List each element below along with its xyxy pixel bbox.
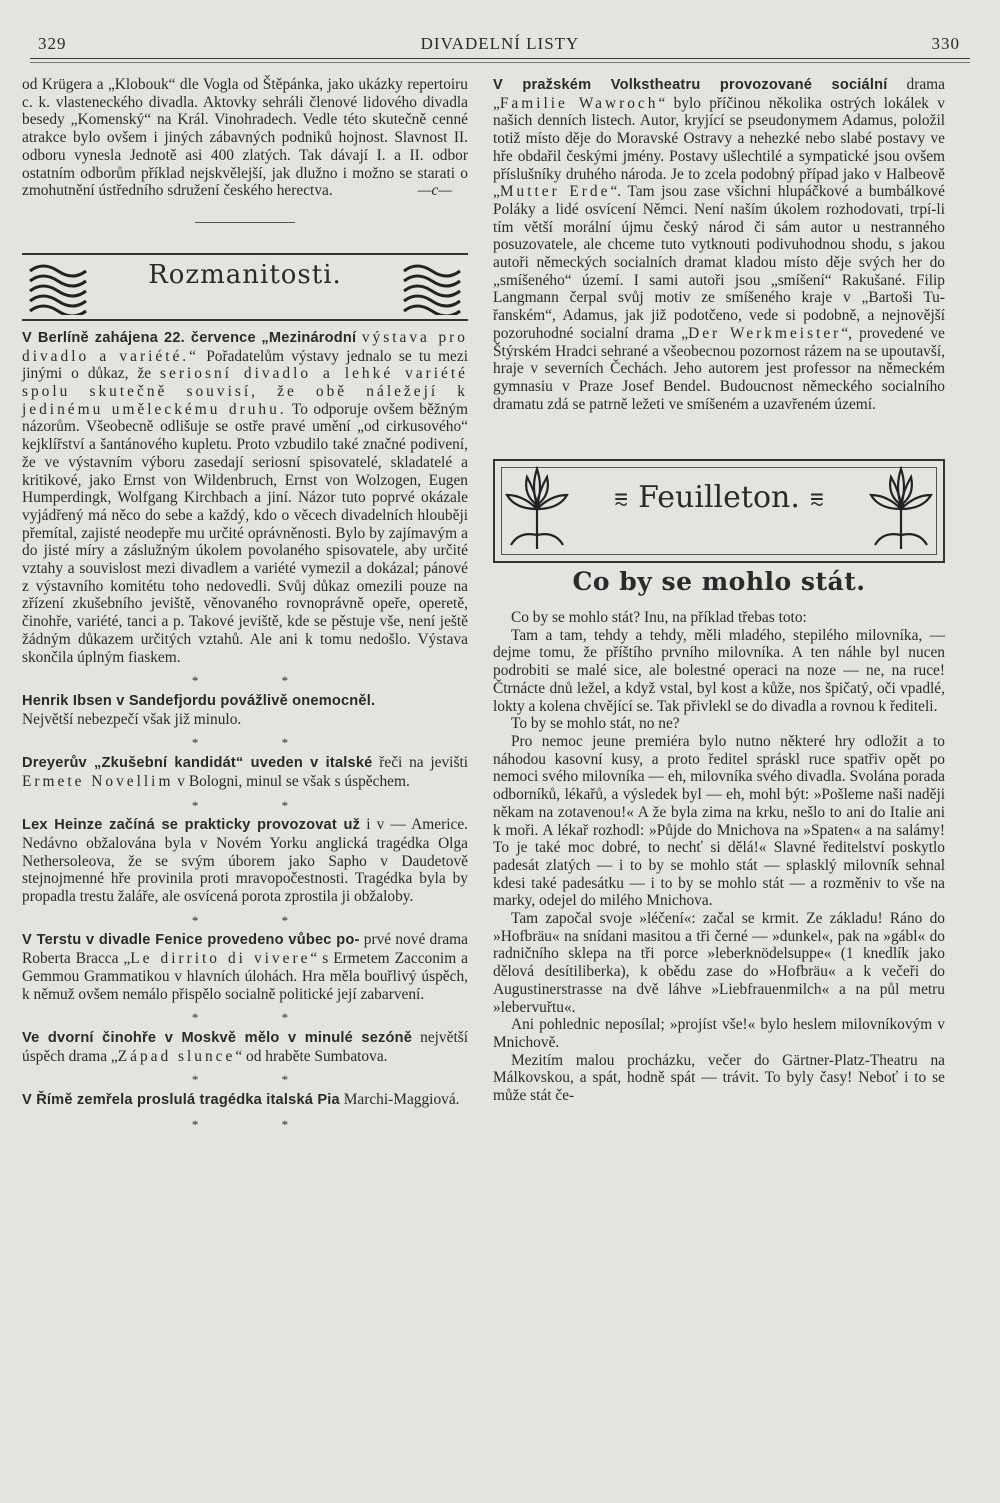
header-rule	[30, 58, 970, 59]
star-separator: * *	[191, 1072, 329, 1088]
feuilleton-header	[493, 459, 945, 563]
news-text: největší úspěch drama „	[22, 1028, 468, 1065]
section-header-rozmanitosti	[22, 239, 468, 323]
spaced-text: výstava pro divadlo a variété.“	[22, 328, 468, 365]
tilde-ornament: ⩳	[809, 485, 824, 514]
article-text: od Krügera a „Klobouk“ dle Vogla od Štěpánka, jako ukázky repertoiru c. k. vlasteneckého divadla. Aktovky sehráli členové lidového divadla besedy „Komenský“ na Král. Vinohradech. Vedle této skutečně cenné atrakce bylo ovšem i jiných zábavných podniků hojnost. Slavnost II. odboru vynesla Jednotě asi 400 zlatých. Tak dávají I. a II. odbor ostatním odborům příklad nejskvělejší, jak dlužno i možno se starati o zmohutnění ústředního sdružení českého herectva.	[22, 76, 468, 200]
news-text: Největší nebezpečí však již minulo.	[22, 710, 242, 728]
short-divider	[195, 222, 295, 223]
news-text: prvé nové drama Roberta Bracca „	[22, 931, 468, 968]
star-separator: * *	[191, 673, 329, 689]
story-paragraph: Co by se mohlo stát? Inu, na příklad třebas toto:	[511, 609, 807, 627]
news-text: “, provedené ve Štýrském Hradci sehrané a všeobecnou pozornost rázem na se upoutavší, hraje v severních Čechách. Jeho autorem jest professor na německém gymnasiu v Praze Josef Bendel. Budoucnost německého socialního dramatu zdá se patrně ležeti ve smíšeném a uzavřeném území.	[493, 324, 945, 413]
story-paragraph: Ani pohlednic neposílal; »projíst vše!« bylo heslem milovníkovým v Mnichově.	[493, 1016, 945, 1051]
spaced-text: Západ slunce	[117, 1047, 236, 1065]
story-paragraph: Mezitím malou procházku, večer do Gärtner-Platz-Theatru na Málkovskou, a spát, hodně spát — trávit. To byly časy! Neboť i to se může stát če-	[493, 1051, 945, 1105]
wave-ornament-icon	[402, 259, 462, 315]
spaced-text: Familie Wawroch	[499, 94, 659, 112]
news-text: Pořadatelům výstavy jednalo se tu mezi jinými o důkaz, že	[22, 347, 468, 383]
section-rule-bottom	[22, 319, 468, 321]
news-text: drama „	[493, 76, 945, 112]
section-rule-top	[22, 253, 468, 255]
news-lead: V pražském Volkstheatru provozované sociální	[493, 77, 888, 93]
news-text: “ od hraběte Sumbatova.	[235, 1047, 388, 1065]
news-lead: Henrik Ibsen v Sandefjordu povážlivě onemocněl.	[22, 692, 376, 709]
news-lead: Lex Heinze začíná se prakticky provozovat už	[22, 817, 361, 834]
news-text: Marchi-Maggiová.	[343, 1091, 460, 1109]
left-column	[22, 76, 468, 1135]
spaced-text: seriosní divadlo a lehké variété spolu skutečně souvisí, že obě náležejí k jedinému uměleckému druhu.	[22, 365, 468, 418]
news-rim	[22, 1091, 468, 1110]
news-text: “ s Ermetem Zacconim a Gemmou Grammatikou v hlavních úlohách. Hra měla bouřlivý úspěch, k němuž ovšem nemálo přispělo socialně politické její zabarvení.	[22, 950, 469, 1003]
news-lead: V Berlíně zahájena 22. července	[22, 329, 256, 346]
journal-title: DIVADELNÍ LISTY	[420, 34, 580, 53]
star-separator: * *	[191, 1116, 329, 1132]
spaced-text: Le dirrito di vivere	[130, 950, 311, 968]
page-number-right: 330	[931, 34, 960, 53]
spaced-text: Der Werkmeister	[688, 324, 842, 342]
spaced-text: Mutter Erde	[499, 183, 611, 201]
spaced-text: Ermete Novellim	[22, 772, 174, 790]
news-lead: „Mezinárodní	[261, 329, 357, 346]
news-terst	[22, 931, 468, 1003]
news-ibsen	[22, 692, 468, 728]
header-rule-secondary	[30, 62, 970, 63]
news-text: “ bylo příčinou několika ostrých lokálek v našich denních listech. Autor, kryjící se pseudonymem Adamus, položil totiž místo děje do Moravské Ostravy a nehezké nebo slabé postavy ve hře obdařil českými jmény. Postavy ušlechtilé a sympatické jsou ovšem příslušníky druhého národa. Je to zcela podobný případ jako v Halbeově „	[493, 94, 945, 201]
spacer	[493, 413, 945, 459]
story-paragraph: Tam a tam, tehdy a tehdy, měli mladého, stepilého milovníka, — dejme tomu, že příštího prvního milovníka. A ten náhle byl nucen podrobiti se malé sice, ale bolestné operaci na noze — ne, na ruce! Čtrnácte dnů ležel, a když vstal, byl kost a kůže, nos špičatý, oči vpadlé, lokty a kolena chvějící se. Tak přivlekl se do divadla a rovnou k řediteli.	[493, 626, 945, 715]
story-title: Co by se mohlo stát.	[572, 567, 866, 597]
running-head	[30, 30, 970, 58]
news-text: “. Tam jsou zase všichni hlupáčkové a bumbálkové Poláky a lidé osvícení Němci. Není naším úkolem rozhodovati, trpí-li tím větší morální újmu český národ či sám autor u nestranného posuzovatele, ale chceme tuto vytknouti podivuhodnou shodu, s jakou autoři německých socialních dramat kladou místo děje svých her do „smíšeného“ území. I sami autoři jsou „smíšení“ Rakušané. Filip Langmann čerpal svůj motiv ze smíšeného kraje v „Bartoši Tu-řanském“, Adamus, jak již podotčeno, vede si podobně, a nejnovější pozoruhodné socialní drama „	[493, 183, 945, 342]
feuilleton-title-text: Feuilleton.	[638, 480, 800, 516]
article-jednota	[22, 76, 468, 200]
story-paragraph: To by se mohlo stát, no ne?	[511, 715, 680, 733]
lily-ornament-icon	[865, 465, 937, 551]
right-column	[493, 76, 945, 1105]
news-lead: V Terstu v divadle Fenice provedeno vůbec po-	[22, 932, 360, 949]
star-separator: * *	[191, 912, 329, 928]
news-berlin	[22, 329, 468, 666]
section-title: Rozmanitosti.	[148, 259, 342, 290]
news-text: i v — Americe. Nedávno obžalována byla v Novém Yorku anglická tragédka Olga Nethersoleova, že se svým úborem jako Sapho v Daudetově stejnojmenné hře provinila proti mravopočestnosti. Tragédka byla by propadla trestu žaláře, ale osvícená porota zprostila ji obžaloby.	[22, 816, 468, 906]
news-lead: Dreyerův „Zkušební kandidát“ uveden v italské	[22, 755, 373, 772]
story-paragraph: Tam započal svoje »léčení«: začal se krmit. Ze základu! Ráno do »Hofbräu« na snídani masitou a tři černé — »dunkel«, pak na »gábl« do radničního sklepa na tři porce »leberknödelsuppe« (1 knedlík jako dělová desítiliberka), k obědu zase do »Hofbräu« a k večeři do Augustinerstrasse na dvě láhve »Liebfrauenmilch« a na půl metru »lebervuřtu«.	[493, 910, 945, 1016]
star-separator: * *	[191, 1010, 329, 1026]
news-text: v Bologni, minul se však s úspěchem.	[173, 772, 410, 790]
signature: —c—	[417, 182, 452, 200]
news-lead: V Římě zemřela proslulá tragédka italská Pia	[22, 1092, 340, 1109]
news-moskva	[22, 1029, 468, 1065]
star-separator: * *	[191, 735, 329, 751]
news-volkstheater	[493, 76, 945, 413]
news-lead: Ve dvorní činohře v Moskvě mělo v minulé sezóně	[22, 1029, 413, 1046]
star-separator: * *	[191, 797, 329, 813]
story-paragraph: Pro nemoc jeune premiéra bylo nutno některé hry odložit a to náhodou kasovní kusy, a proto ředitel spráskl ruce spatřiv opět po nemoci svého milovníka — eh, milovníka svého divadla. Svolána porada odborníků, lékařů, a výsledek byl — eh, mohl být: »Pošleme naši naději někam na zotavenou!« A že byla zima na krku, nešlo to ani do Italie ani k moři. A lékař rozhodl: »Půjde do Mnichova na »Spaten« a na salámy! To je také moc dobré, to nechť si dělá!« Slavné ředitelství poskytlo padesát zlatých — i to by se mohlo stát — splasklý milovník sehnal kdesi také padesátku — i to by se mohlo stát — a rozměniv to vše na marky, odejel do milého Mnichova.	[493, 732, 945, 910]
tilde-ornament: ⩳	[614, 485, 629, 514]
news-lex-heinze	[22, 816, 468, 906]
news-text: To odporuje ovšem běžným názorům. Všeobecně odlišuje se ostře pravé umění „od cirkusového“ kejklířství a šantánového kupletu. Proto vzbudilo také značné podivení, že ve výstavním výboru zasedají seriosní spisovatelé, skladatelé a kritikové, jako Ernst von Wildenbruch, Ernst von Wolzogen, Eugen Humperdingk, Wolfgang Kirchbach a jiní. Názor tuto poprvé okázale vyjádřený má něco do sebe a každý, kdo o věcech divadelních hlouběji přemítal, zajisté neodepře mu určité oprávněnosti. Bylo by zajímavým a do jisté míry a záslužným úkolem povolaného spisovatele, aby určité vztahy a souvislost mezi divadlem a variété vymezil a dokázal; pánové z výstavního komitétu toho nedovedli. Svůj důkaz omezili pouze na zřízení zkušebního jeviště, věnovaného rovnoprávně opeře, operetě, činohře, variété, tanci a p. Takové jeviště, kde se pěstuje vše, není ještě žádným důkazem určitých vztahů. Ale ani k tomu nedošlo. Výstava skončila úplným fiaskem.	[22, 400, 468, 666]
page-number-left: 329	[38, 34, 67, 53]
news-text: řeči na jevišti	[379, 754, 468, 772]
news-dreyer	[22, 754, 468, 790]
